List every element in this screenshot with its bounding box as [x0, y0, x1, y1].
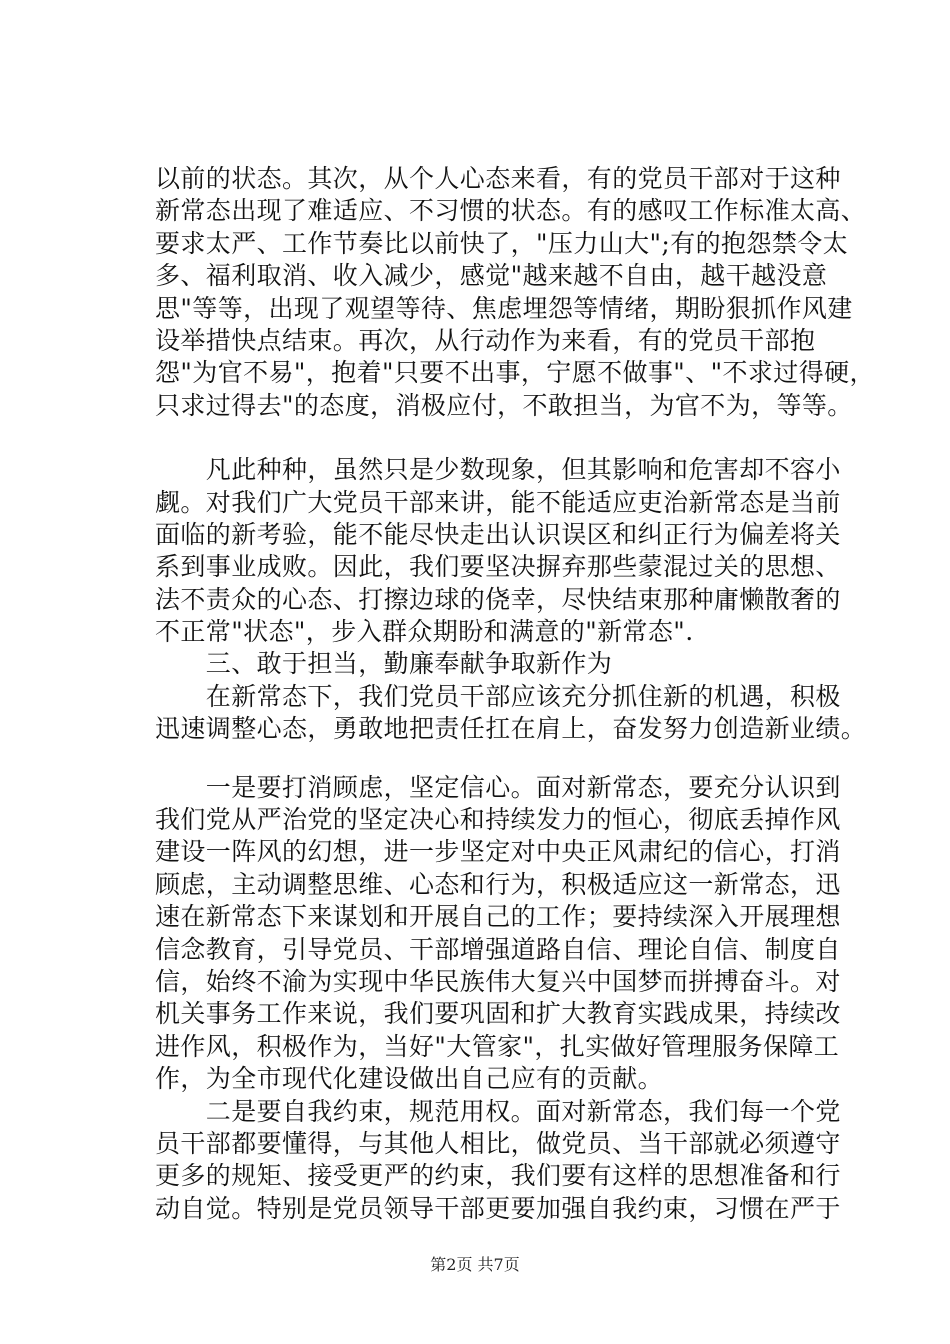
text-line: 信念教育，引导党员、干部增强道路自信、理论自信、制度自 — [155, 934, 841, 964]
paragraph-gap — [155, 422, 835, 454]
text-line: 机关事务工作来说，我们要巩固和扩大教育实践成果，持续改 — [155, 999, 841, 1029]
text-line: 面临的新考验，能不能尽快走出认识误区和纠正行为偏差将关 — [155, 519, 841, 549]
section-heading: 三、敢于担当，勤廉奉献争取新作为 — [155, 649, 613, 679]
text-line: 更多的规矩、接受更严的约束，我们要有这样的思想准备和行 — [155, 1161, 841, 1191]
text-line: 只求过得去"的态度，消极应付，不敢担当，为官不为，等等。 — [155, 390, 853, 420]
text-line: 顾虑，主动调整思维、心态和行为，积极适应这一新常态，迅 — [155, 869, 841, 899]
text-line: 凡此种种，虽然只是少数现象，但其影响和危害却不容小 — [155, 455, 841, 485]
text-line: 建设一阵风的幻想，进一步坚定对中央正风肃纪的信心，打消 — [155, 837, 841, 867]
text-line: 以前的状态。其次，从个人心态来看，有的党员干部对于这种 — [155, 164, 841, 193]
text-line: 怨"为官不易"，抱着"只要不出事，宁愿不做事"、"不求过得硬， — [155, 358, 875, 388]
text-line: 速在新常态下来谋划和开展自己的工作；要持续深入开展理想 — [155, 902, 841, 932]
text-line: 迅速调整心态，勇敢地把责任扛在肩上，奋发努力创造新业绩。 — [155, 714, 867, 744]
text-line: 要求太严、工作节奏比以前快了，"压力山大";有的抱怨禁令太 — [155, 228, 849, 258]
document-body — [155, 163, 875, 1225]
page-footer: 第2页 共7页 — [430, 1255, 520, 1274]
text-line: 一是要打消顾虑，坚定信心。面对新常态，要充分认识到 — [155, 772, 841, 802]
text-line: 作，为全市现代化建设做出自己应有的贡献。 — [155, 1064, 664, 1094]
text-line: 觑。对我们广大党员干部来讲，能不能适应吏治新常态是当前 — [155, 487, 841, 517]
text-line: 在新常态下，我们党员干部应该充分抓住新的机遇，积极 — [155, 681, 841, 711]
paragraph-gap — [155, 746, 835, 772]
text-line: 二是要自我约束，规范用权。面对新常态，我们每一个党 — [155, 1096, 841, 1126]
text-line: 多、福利取消、收入减少，感觉"越来越不自由，越干越没意 — [155, 261, 828, 291]
text-line: 信，始终不渝为实现中华民族伟大复兴中国梦而拼搏奋斗。对 — [155, 966, 841, 996]
text-line: 新常态出现了难适应、不习惯的状态。有的感叹工作标准太高、 — [155, 196, 867, 226]
text-line: 不正常"状态"，步入群众期盼和满意的"新常态". — [155, 617, 694, 647]
text-line: 设举措快点结束。再次，从行动作为来看，有的党员干部抱 — [155, 325, 816, 355]
text-line: 进作风，积极作为，当好"大管家"，扎实做好管理服务保障工 — [155, 1031, 840, 1061]
text-line: 思"等等，出现了观望等待、焦虑埋怨等情绪，期盼狠抓作风建 — [155, 293, 853, 323]
text-line: 系到事业成败。因此，我们要坚决摒弃那些蒙混过关的思想、 — [155, 552, 841, 582]
text-line: 法不责众的心态、打擦边球的侥幸，尽快结束那种庸懒散奢的 — [155, 584, 841, 614]
text-line: 我们党从严治党的坚定决心和持续发力的恒心，彻底丢掉作风 — [155, 805, 841, 835]
text-line: 动自觉。特别是党员领导干部更要加强自我约束，习惯在严于 — [155, 1193, 841, 1223]
text-line: 员干部都要懂得，与其他人相比，做党员、当干部就必须遵守 — [155, 1128, 841, 1158]
